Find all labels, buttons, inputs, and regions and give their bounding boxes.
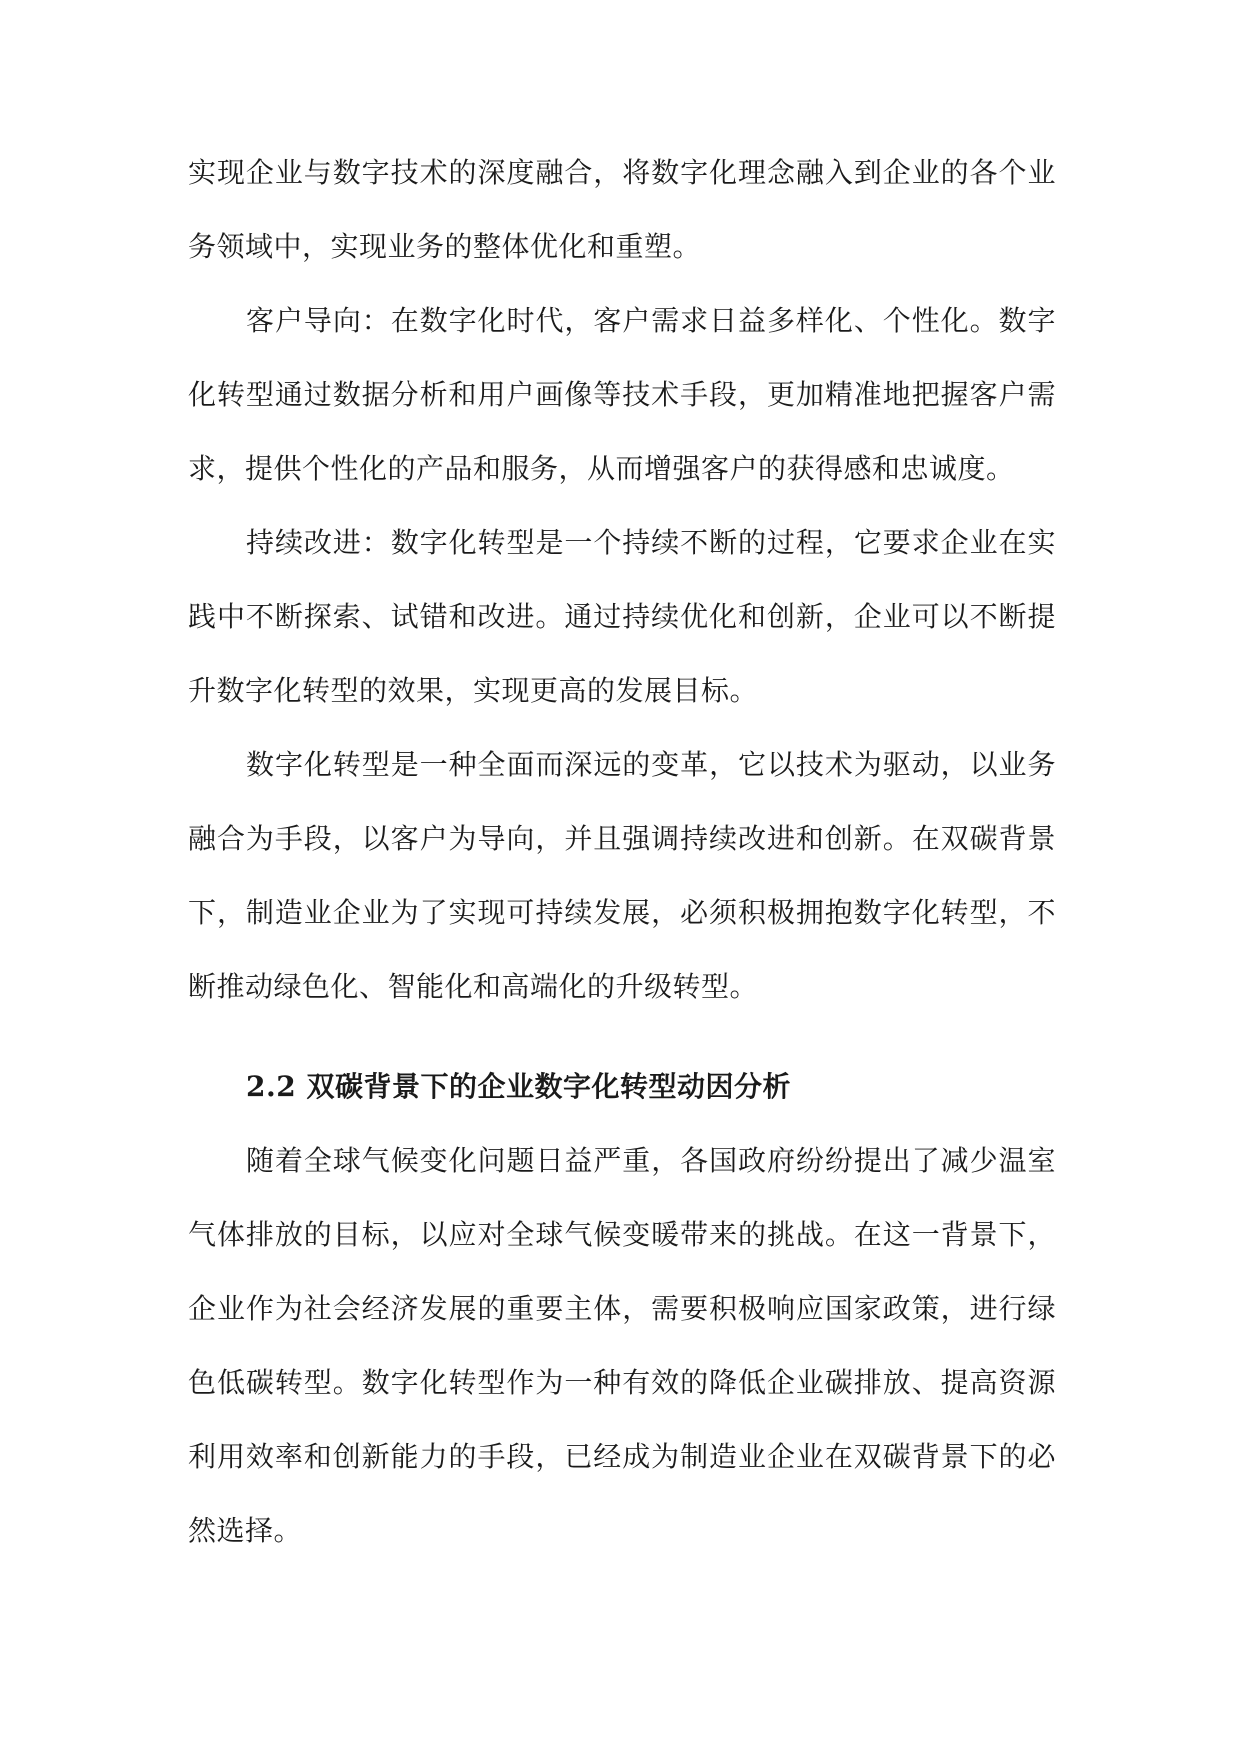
paragraph-continuation: 实现企业与数字技术的深度融合，将数字化理念融入到企业的各个业务领域中，实现业务的整体优化和重塑。 <box>188 156 1056 263</box>
paragraph-summary: 数字化转型是一种全面而深远的变革，它以技术为驱动，以业务融合为手段，以客户为导向，并且强调持续改进和创新。在双碳背景下，制造业企业为了实现可持续发展，必须积极拥抱数字化转型，不断推动绿色化、智能化和高端化的升级转型。 <box>188 748 1056 1003</box>
paragraph-continuous-improvement: 持续改进：数字化转型是一个持续不断的过程，它要求企业在实践中不断探索、试错和改进。通过持续优化和创新，企业可以不断提升数字化转型的效果，实现更高的发展目标。 <box>188 526 1056 707</box>
section-heading: 2.2 双碳背景下的企业数字化转型动因分析 <box>246 1070 791 1103</box>
paragraph-section-intro: 随着全球气候变化问题日益严重，各国政府纷纷提出了减少温室气体排放的目标，以应对全球气候变暖带来的挑战。在这一背景下，企业作为社会经济发展的重要主体，需要积极响应国家政策，进行绿色低碳转型。数字化转型作为一种有效的降低企业碳排放、提高资源利用效率和创新能力的手段，已经成为制造业企业在双碳背景下的必然选择。 <box>188 1144 1056 1547</box>
paragraph-customer-orientation: 客户导向：在数字化时代，客户需求日益多样化、个性化。数字化转型通过数据分析和用户画像等技术手段，更加精准地把握客户需求，提供个性化的产品和服务，从而增强客户的获得感和忠诚度。 <box>188 304 1056 485</box>
